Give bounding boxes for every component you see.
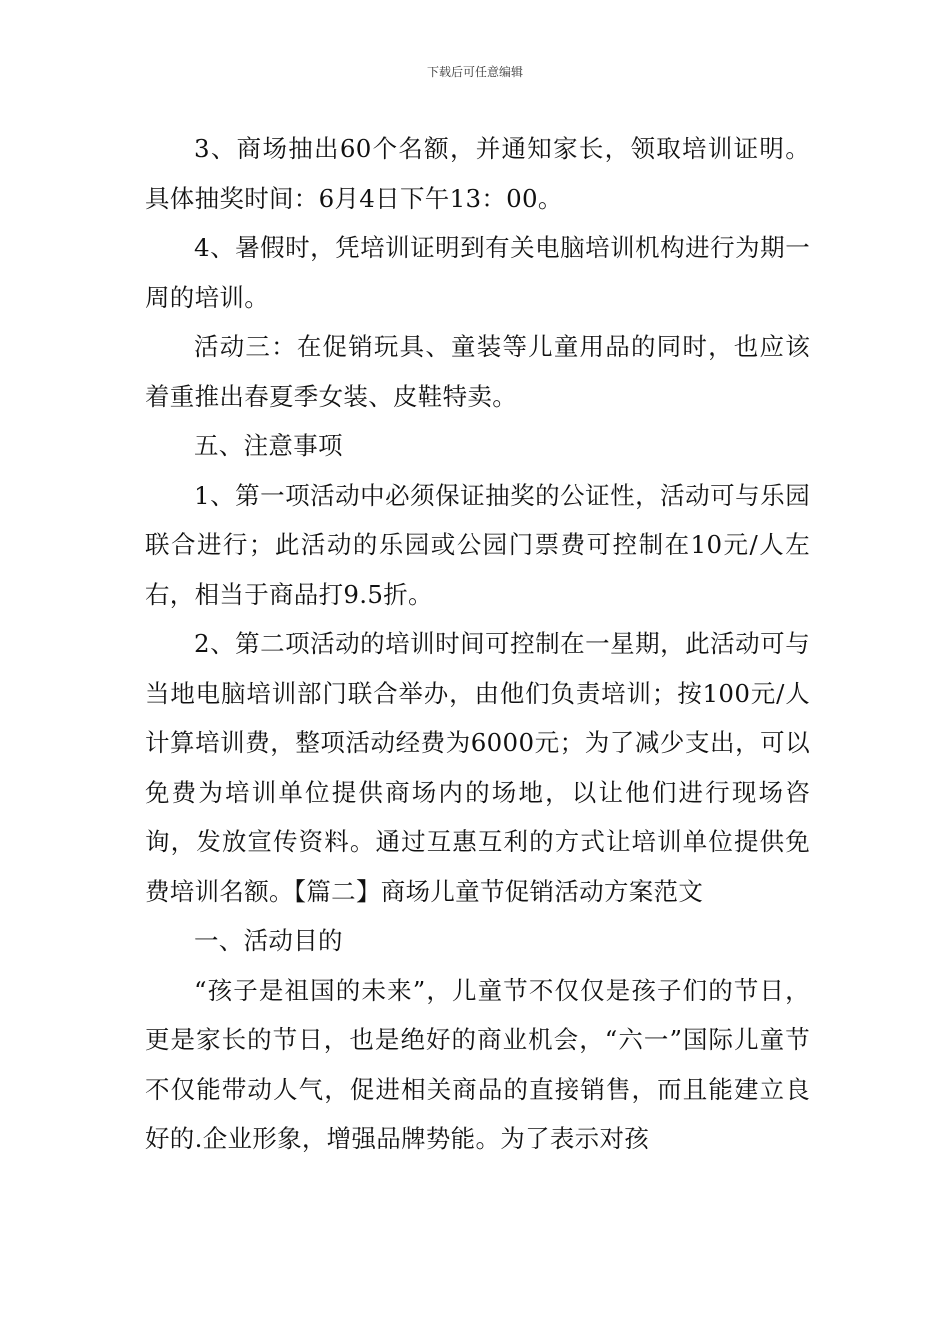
paragraph-activity-three: 活动三：在促销玩具、童装等儿童用品的同时，也应该着重推出春夏季女装、皮鞋特卖。 <box>145 332 810 411</box>
paragraph-purpose: “孩子是祖国的未来”，儿童节不仅仅是孩子们的节日，更是家长的节日，也是绝好的商业机会，“六一”国际儿童节不仅能带动人气，促进相关商品的直接销售，而且能建立良好的.企业形象，增强品牌势能。为了表示对孩 <box>145 975 810 1153</box>
paragraph-summer-training: 4、暑假时，凭培训证明到有关电脑培训机构进行为期一周的培训。 <box>145 233 810 312</box>
paragraph-lottery-quota: 3、商场抽出60个名额，并通知家长，领取培训证明。具体抽奖时间：6月4日下午13：00。 <box>145 134 810 213</box>
paragraph-note-one: 1、第一项活动中必须保证抽奖的公证性，活动可与乐园联合进行；此活动的乐园或公园门票费可控制在10元/人左右，相当于商品打9.5折。 <box>145 480 810 609</box>
document-body <box>145 124 810 1164</box>
paragraph-note-two: 2、第二项活动的培训时间可控制在一星期，此活动可与当地电脑培训部门联合举办，由他们负责培训；按100元/人计算培训费，整项活动经费为6000元；为了减少支出，可以免费为培训单位提供商场内的场地，以让他们进行现场咨询，发放宣传资料。通过互惠互利的方式让培训单位提供免费培训名额。【篇二】商场儿童节促销活动方案范文 <box>145 629 810 906</box>
section-heading-notes: 五、注意事项 <box>194 431 343 460</box>
page-header: 下载后可任意编辑 <box>426 65 523 79</box>
section-heading-purpose: 一、活动目的 <box>194 926 343 955</box>
